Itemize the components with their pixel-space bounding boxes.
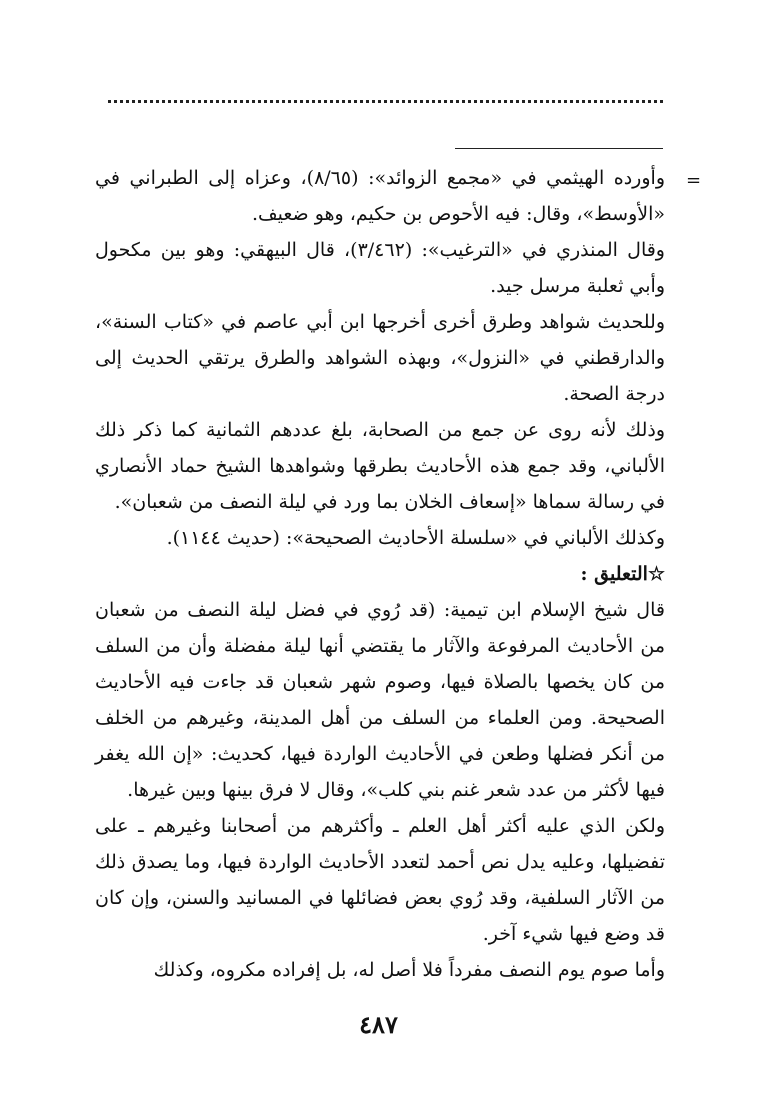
paragraph-2: وقال المنذري في «الترغيب»: (٣/٤٦٢)، قال البيهقي: وهو بين مكحول وأبي ثعلبة مرسل جيد. — [95, 239, 665, 297]
comment-paragraph-1: قال شيخ الإسلام ابن تيمية: (قد رُوي في فضل ليلة النصف من شعبان من الأحاديث المرفوعة والآثار ما يقتضي أنها ليلة مفضلة وأن من السلف من كان يخصها بالصلاة فيها، وصوم شهر شعبان قد جاءت فيه الأحاديث الصحيحة. ومن العلماء من السلف من أهل المدينة، وغيرهم من الخلف من أنكر فضلها وطعن في الأحاديث الواردة فيها، كحديث: «إن الله يغفر فيها لأكثر من عدد شعر غنم بني كلب»، وقال لا فرق بينها وبين غيرها. — [95, 599, 665, 801]
paragraph-3: وللحديث شواهد وطرق أخرى أخرجها ابن أبي عاصم في «كتاب السنة»، والدارقطني في «النزول»، وبهذه الشواهد والطرق يرتقي الحديث إلى درجة الصحة. — [95, 311, 665, 405]
paragraph-1: وأورده الهيثمي في «مجمع الزوائد»: (٨/٦٥)، وعزاه إلى الطبراني في «الأوسط»، وقال: فيه الأحوص بن حكيم، وهو ضعيف. — [95, 167, 665, 225]
continuation-marker: = — [686, 170, 702, 191]
page-body — [95, 160, 665, 988]
paragraph-4: وذلك لأنه روى عن جمع من الصحابة، بلغ عددهم الثمانية كما ذكر ذلك الألباني، وقد جمع هذه الأحاديث بطرقها وشواهدها الشيخ حماد الأنصاري في رسالة سماها «إسعاف الخلان بما ورد في ليلة النصف من شعبان». — [95, 419, 665, 513]
dotted-separator — [108, 92, 663, 103]
page-number: ٤٨٧ — [359, 1010, 398, 1039]
paragraph-5: وكذلك الألباني في «سلسلة الأحاديث الصحيحة»: (حديث ١١٤٤). — [166, 527, 665, 549]
comment-paragraph-2: ولكن الذي عليه أكثر أهل العلم ـ وأكثرهم من أصحابنا وغيرهم ـ على تفضيلها، وعليه يدل نص أحمد لتعدد الأحاديث الواردة فيها، وما يصدق ذلك من الآثار السلفية، وقد رُوي بعض فضائلها في المسانيد والسنن، وإن كان قد وضع فيها شيء آخر. — [95, 815, 665, 945]
comment-heading: ☆التعليق : — [580, 563, 665, 585]
comment-paragraph-3: وأما صوم يوم النصف مفرداً فلا أصل له، بل إفراده مكروه، وكذلك — [153, 959, 665, 981]
footnote-rule — [455, 148, 663, 149]
